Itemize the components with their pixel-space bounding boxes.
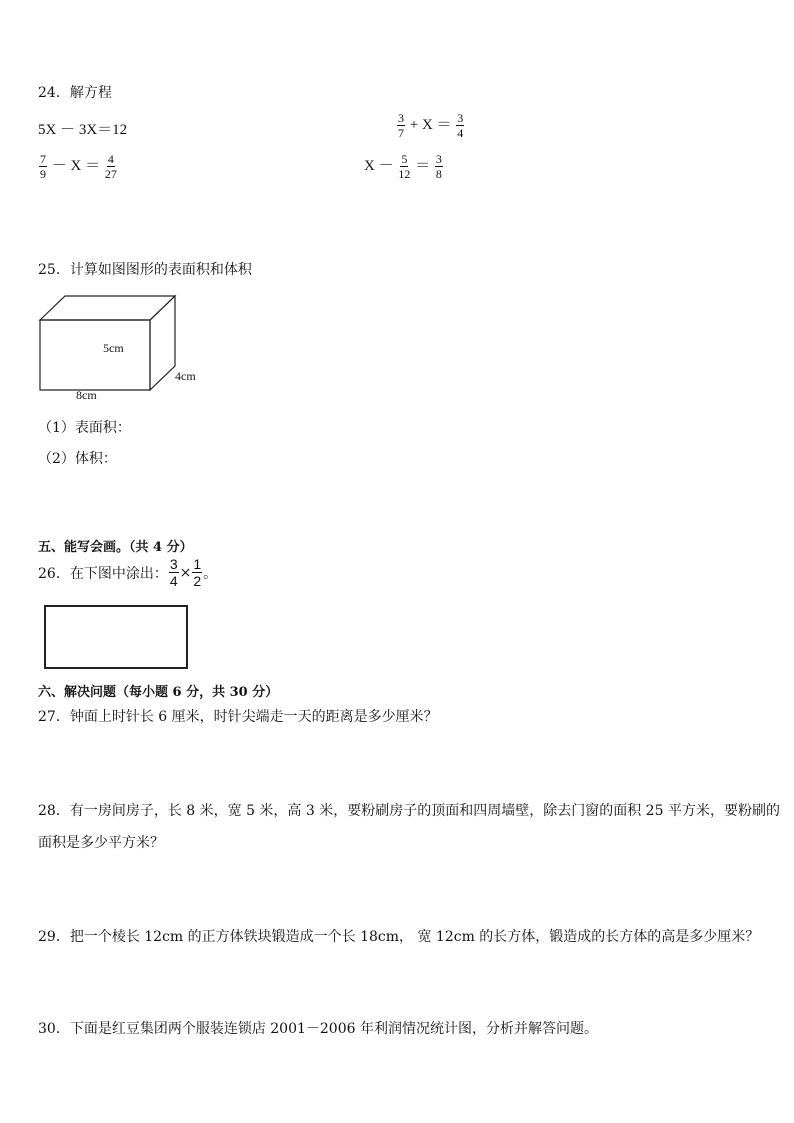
q24-equation-2 <box>396 112 465 139</box>
shading-rectangle[interactable] <box>44 605 188 669</box>
height-label: 5cm <box>103 341 124 355</box>
operator: + X ＝ <box>409 116 452 133</box>
cuboid-front-face <box>40 320 150 390</box>
cuboid-figure <box>30 290 220 402</box>
fraction: $\frac{5}{12}$ <box>398 152 411 181</box>
q25-part2-label: （2）体积： <box>38 451 117 467</box>
fraction: $\frac{3}{8}$ <box>435 152 442 181</box>
section-6-heading: 六、解决问题（每小题 6 分，共 30 分） <box>38 685 279 700</box>
q29-text: 29．把一个棱长 12cm 的正方体铁块锻造成一个长 18cm， 宽 12cm 的长方体，锻造成的长方体的高是多少厘米？ <box>38 929 760 945</box>
operator: － X ＝ <box>51 157 101 174</box>
operator: ＝ <box>415 157 431 174</box>
q24-equation-1: 5X － 3X＝12 <box>38 122 128 138</box>
q25-title: 25．计算如图图形的表面积和体积 <box>38 262 252 278</box>
fraction: $\frac{4}{27}$ <box>104 152 117 181</box>
length-label: 8cm <box>76 388 97 402</box>
q24-title: 24．解方程 <box>38 85 112 101</box>
q26-text: 26．在下图中涂出： <box>38 565 168 582</box>
operator: X － <box>364 157 394 174</box>
fraction: $\frac{3}{4}$ <box>457 111 464 140</box>
q26-prompt <box>38 557 217 588</box>
q28-line-1: 28．有一房间房子，长 8 米，宽 5 米，高 3 米，要粉刷房子的顶面和四周墙壁，除去门窗的面积 25 平方米，要粉刷的 <box>38 803 780 819</box>
cuboid-top-face <box>40 296 175 320</box>
fraction: $\frac{1}{2}$ <box>193 556 202 589</box>
section-5-heading: 五、能写会画。（共 4 分） <box>38 540 193 555</box>
depth-label: 4cm <box>175 369 196 383</box>
cuboid-side-face <box>150 296 175 390</box>
q28-line-2: 面积是多少平方米？ <box>38 835 164 851</box>
times-symbol: × <box>179 564 192 581</box>
q25-part1-label: （1）表面积： <box>38 420 131 436</box>
period: 。 <box>203 565 218 582</box>
q24-equation-4 <box>364 153 444 180</box>
fraction: $\frac{7}{9}$ <box>40 152 46 181</box>
q24-equation-3 <box>38 153 118 180</box>
q27-text: 27．钟面上时针长 6 厘米，时针尖端走一天的距离是多少厘米？ <box>38 709 438 725</box>
fraction: $\frac{3}{4}$ <box>169 556 178 589</box>
fraction: $\frac{3}{7}$ <box>398 111 404 140</box>
q30-text: 30．下面是红豆集团两个服装连锁店 2001－2006 年利润情况统计图，分析并解答问题。 <box>38 1021 598 1037</box>
